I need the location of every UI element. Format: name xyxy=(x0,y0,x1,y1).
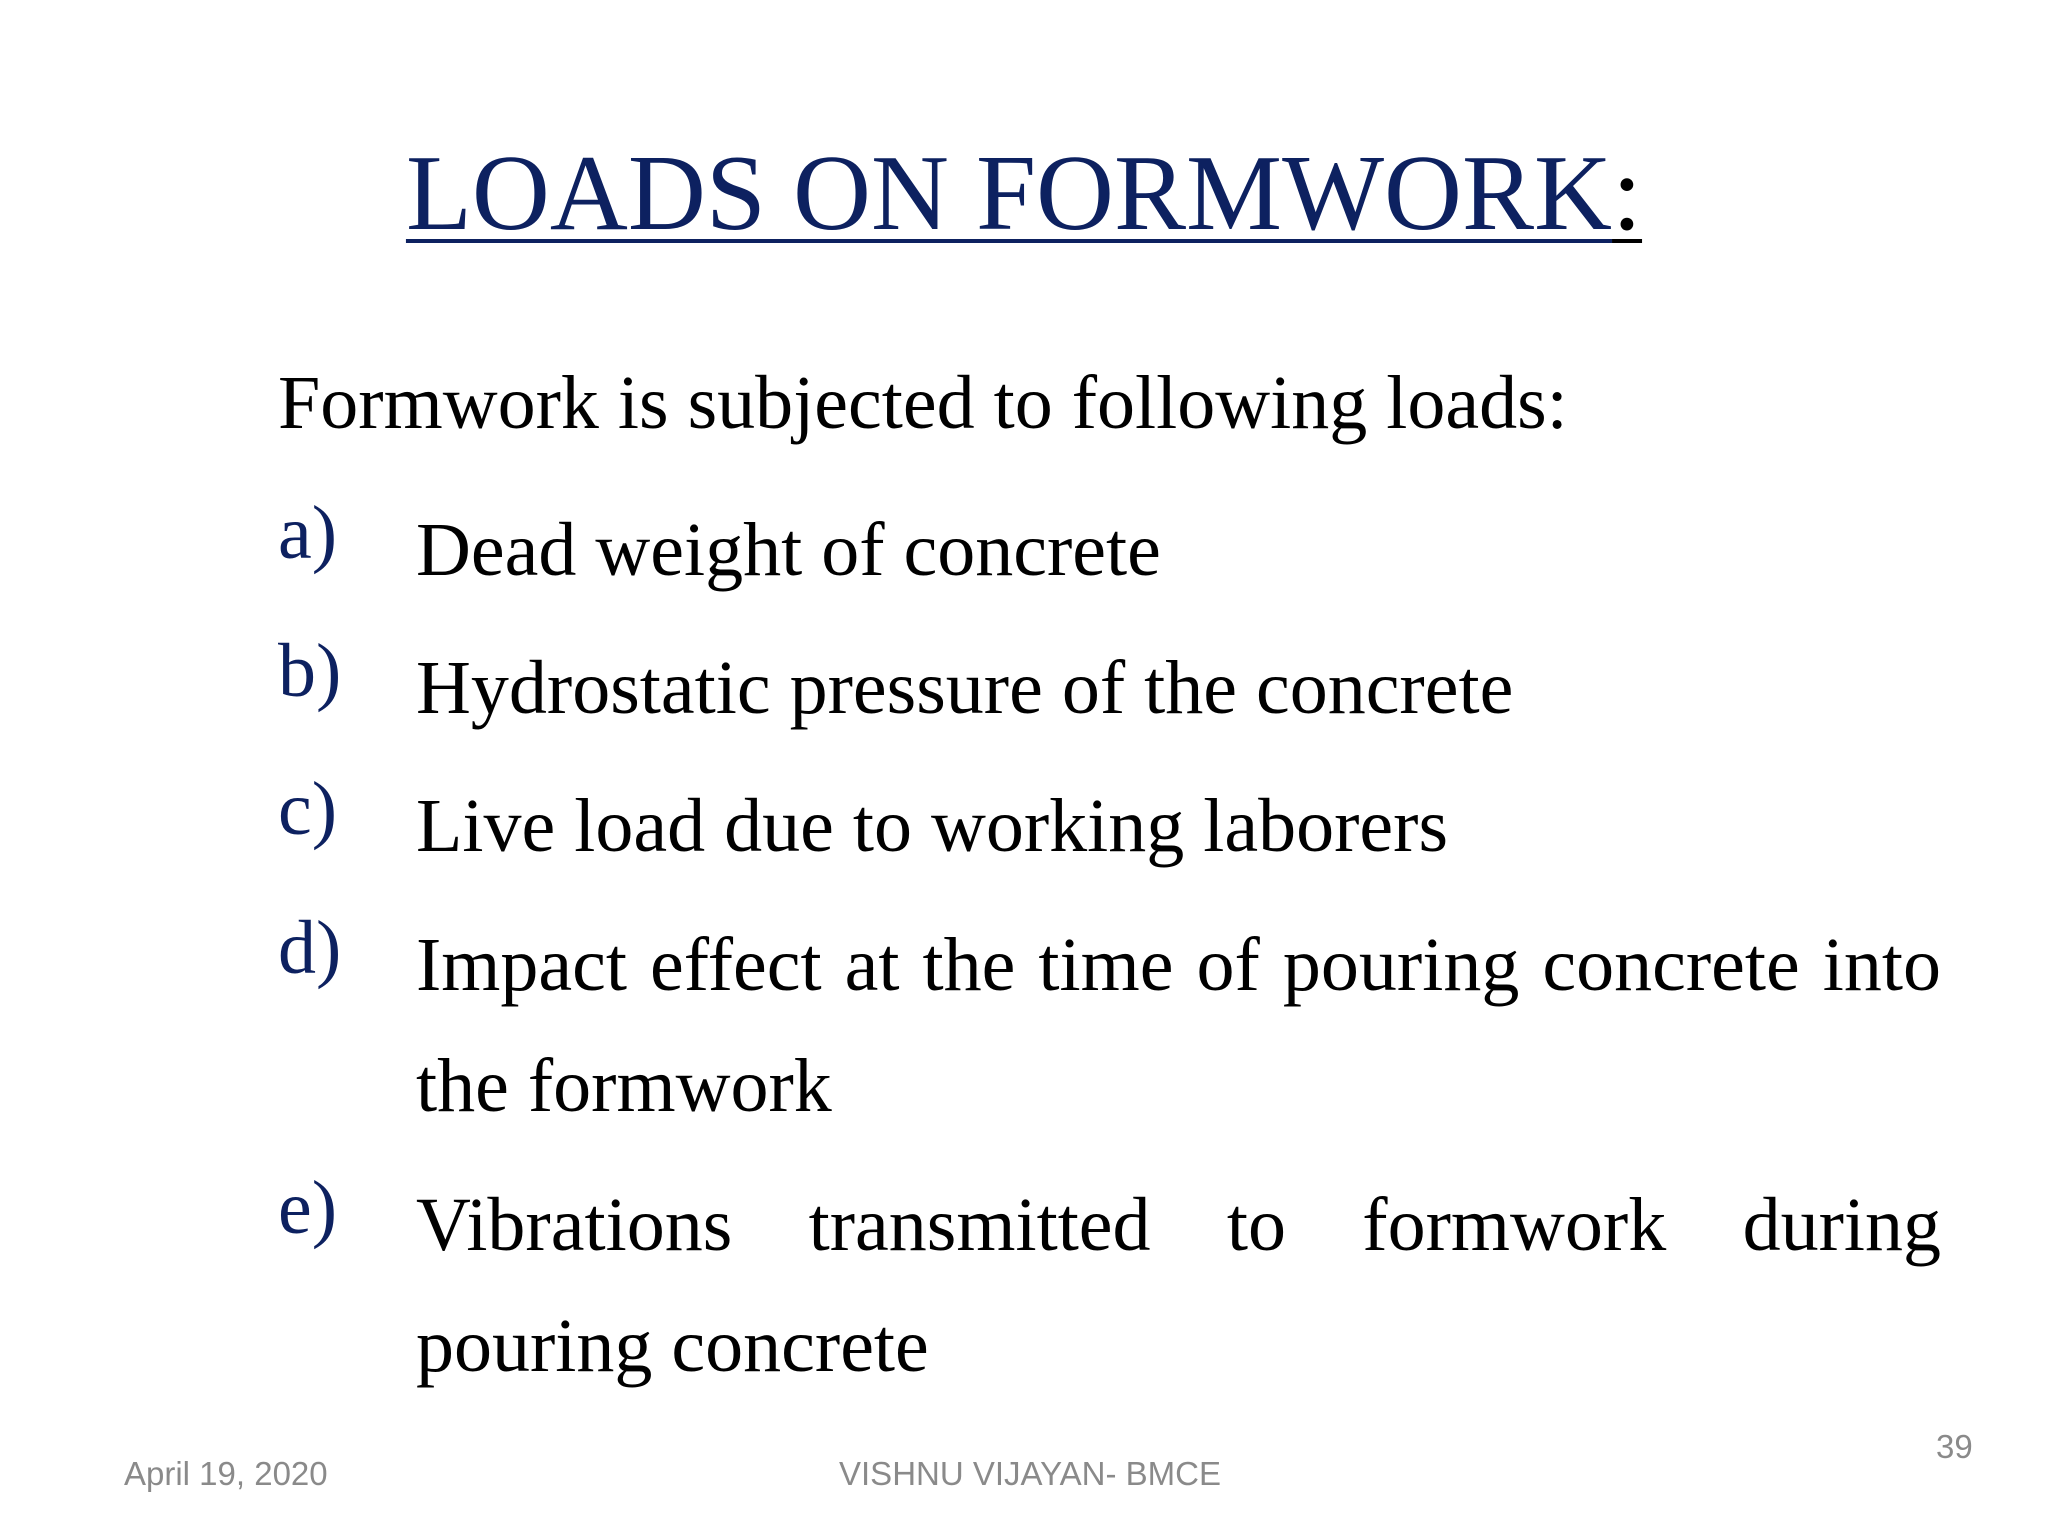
slide-title-text: LOADS ON FORMWORK xyxy=(405,134,1613,253)
intro-text: Formwork is subjected to following loads: xyxy=(278,361,1568,445)
list-marker: d) xyxy=(278,906,342,990)
slide-title-colon: : xyxy=(1612,134,1643,253)
list-item-e xyxy=(278,1165,1941,1407)
list-marker: b) xyxy=(278,629,342,713)
list-item-text: Vibrations transmitted to formwork during pouring concrete xyxy=(416,1183,1941,1388)
list-item-c xyxy=(278,766,1941,887)
list-item-d xyxy=(278,905,1941,1147)
footer-author: VISHNU VIJAYAN- BMCE xyxy=(839,1455,1221,1492)
list-item-text: Dead weight of concrete xyxy=(416,508,1161,592)
list-item-text: Impact effect at the time of pouring concrete into the formwork xyxy=(416,923,1941,1128)
list-marker: c) xyxy=(278,767,338,851)
list-item-a xyxy=(278,490,1941,611)
list-item-b xyxy=(278,628,1941,749)
list-marker: e) xyxy=(278,1166,338,1250)
list-item-text: Live load due to working laborers xyxy=(416,784,1449,868)
list-item-text: Hydrostatic pressure of the concrete xyxy=(416,646,1514,730)
footer-date: April 19, 2020 xyxy=(124,1455,328,1492)
slide-title xyxy=(0,134,2048,253)
page-number: 39 xyxy=(1936,1428,1973,1465)
list-marker: a) xyxy=(278,491,338,575)
